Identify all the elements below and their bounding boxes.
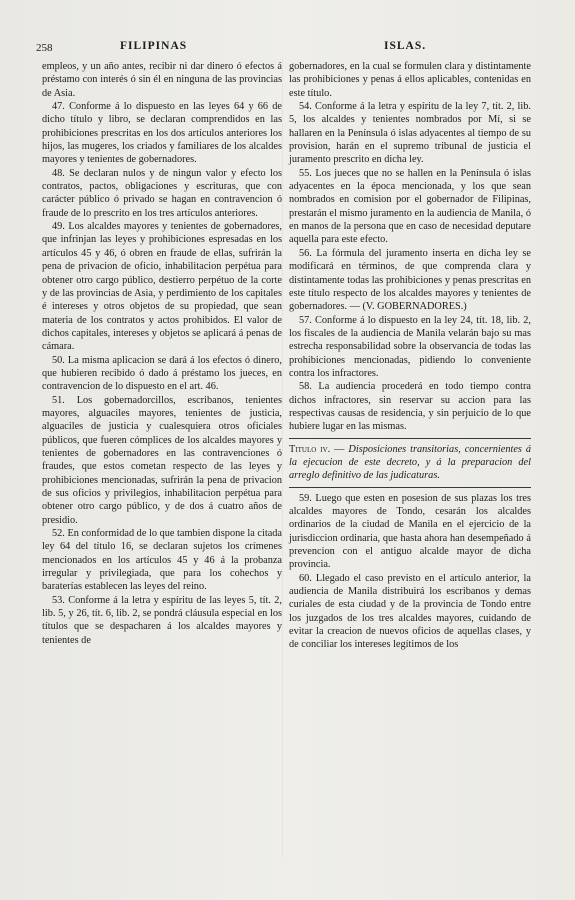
article-50: 50. La misma aplicacion se dará á los efectos ó dinero, que hubieren recibido ó dado á préstamo los jueces, en contravencion de lo dispuesto en el art. 46. (42, 354, 282, 393)
column-gutter (282, 58, 283, 858)
section-title-text: Disposiciones transitorias, concernientes á la ejecucion de este decreto, y á la preparacion del arreglo definitivo de las judicaturas. (289, 443, 531, 482)
article-51: 51. Los gobernadorcillos, escribanos, tenientes mayores, alguaciles mayores, tenientes de justicia, alguaciles de justicia y cualesquiera otros oficiales públicos, que fueren cómplices de los alcaldes mayores y tenientes de gobernadores en las contravenciones ó fraudes, que estos cometan respecto de las leyes y prohibiciones mencionadas, sufrirán la pena de privacion de sus oficios y privilegios, inhabilitacion perpétua para obtener otro cargo público, y de dos á cuatro años de presidio. (42, 394, 282, 526)
article-57: 57. Conforme á lo dispuesto en la ley 24, tít. 18, lib. 2, los fiscales de la audiencia de Manila velarán bajo su mas estrecha responsabilidad sobre la observancia de todas las prohibiciones mencionadas, pidiendo lo conveniente contra los infractores. (289, 314, 531, 379)
article-55: 55. Los jueces que no se hallen en la Península ó islas adyacentes en la época mencionada, y los que sean nombrados en comision por el gobernador de Filipinas, prestarán el mismo juramento en la audiencia de Manila, ó en manos de la persona que en caso de necesidad deputare aquella para este efecto. (289, 167, 531, 246)
cross-reference: — (V. GOBERNADORES.) (347, 301, 467, 313)
running-header (36, 40, 555, 56)
section-title (289, 443, 531, 483)
right-column (289, 60, 531, 652)
header-left-title: FILIPINAS (120, 40, 188, 52)
section-rule-bottom (289, 487, 531, 488)
article-59: 59. Luego que esten en posesion de sus plazas los tres alcaldes mayores de Tondo, cesarán los alcaldes ordinarios de la ciudad de Manila en el ejercicio de la jurisdiccion ordinaria, que hasta ahora han desempeñado á prevencion con el antiguo alcalde mayor de dicha provincia. (289, 492, 531, 571)
article-58: 58. La audiencia procederá en todo tiempo contra dichos infractores, sin reservar su accion para las respectivas causas de residencia, y sin perjuicio de lo que hubiere lugar en las mismas. (289, 381, 531, 433)
article-54: 54. Conforme á la letra y espíritu de la ley 7, tít. 2, lib. 5, los alcaldes y tenientes nombrados por Mí, si se hallaren en la Península ó islas adyacentes al tiempo de su provision, harán en el supremo tribunal de justicia el juramento prescrito en dicha ley. (289, 101, 531, 166)
paragraph: empleos, y un año antes, recibir ni dar dinero ó efectos á préstamo con interés ó sin él en ninguna de las provincias de Asia. (42, 61, 282, 99)
article-56 (289, 247, 531, 314)
article-56-text: 56. La fórmula del juramento inserta en dicha ley se modificará en términos, de que comprenda clara y distintamente todas las prohibiciones y penas prescritas en este título respecto de los alcaldes mayores y tenientes de gobernadores. (289, 247, 531, 313)
section-title-label: Titulo iv. (289, 443, 331, 455)
left-column (42, 60, 282, 647)
paragraph: gobernadores, en la cual se formulen clara y distintamente las prohibiciones y penas á ellos aplicables, contenidas en este título. (289, 61, 531, 99)
article-60: 60. Llegado el caso previsto en el artículo anterior, la audiencia de Manila distribuirá los escribanos y demas curiales de esta ciudad y de la provincia de Tondo entre los juzgados de los tres alcaldes mayores, cuidando de evitar la creacion de nuevos oficios de aquellas clases, y de conciliar los intereses legítimos de los (289, 572, 531, 651)
article-48: 48. Se declaran nulos y de ningun valor y efecto los contratos, pactos, obligaciones y escrituras, que con carácter público ó privado se hagan en contravencion ó fraude de lo prescrito en los tres artículos anteriores. (42, 167, 282, 219)
article-52: 52. En conformidad de lo que tambien dispone la citada ley 64 del título 16, se declaran sujetos los crímenes mencionados en los artículos 45 y 46 á la probanza irregular y privilegiada, que para los cohechos y baraterías establecen las leyes del reino. (42, 528, 282, 593)
article-47: 47. Conforme á lo dispuesto en las leyes 64 y 66 de dicho título y libro, se declaran comprendidos en las prohibiciones prescritas en los dos artículos anteriores los hijos, las mugeres, los criados y familiares de los alcaldes mayores y tenientes de gobernadores. (42, 101, 282, 166)
section-rule-top (289, 438, 531, 439)
article-53: 53. Conforme á la letra y espíritu de las leyes 5, tít. 2, lib. 5, y 26, tít. 6, lib. 2, se pondrá cláusula especial en los títulos que se despacharen á los alcaldes mayores y tenientes de (42, 594, 282, 646)
page-number: 258 (36, 42, 53, 54)
article-49: 49. Los alcaldes mayores y tenientes de gobernadores, que infrinjan las leyes y prohibiciones espresadas en los artículos 45 y 46, ó obren en fraude de ellas, sufrirán la pena de privacion de oficio, inhabilitacion perpétua para obtener otro cargo público, destierro perpétuo de la corte y de las provincias de Asia, y perdimiento de los capitales é intereses y otros objetos de su propiedad, que sean materia de los contratos y actos prohibidos. El valor de dichos capitales, intereses y objetos se aplicará á penas de cámara. (42, 221, 282, 353)
section-title-dash: — (330, 443, 349, 455)
header-right-title: ISLAS. (384, 40, 427, 52)
